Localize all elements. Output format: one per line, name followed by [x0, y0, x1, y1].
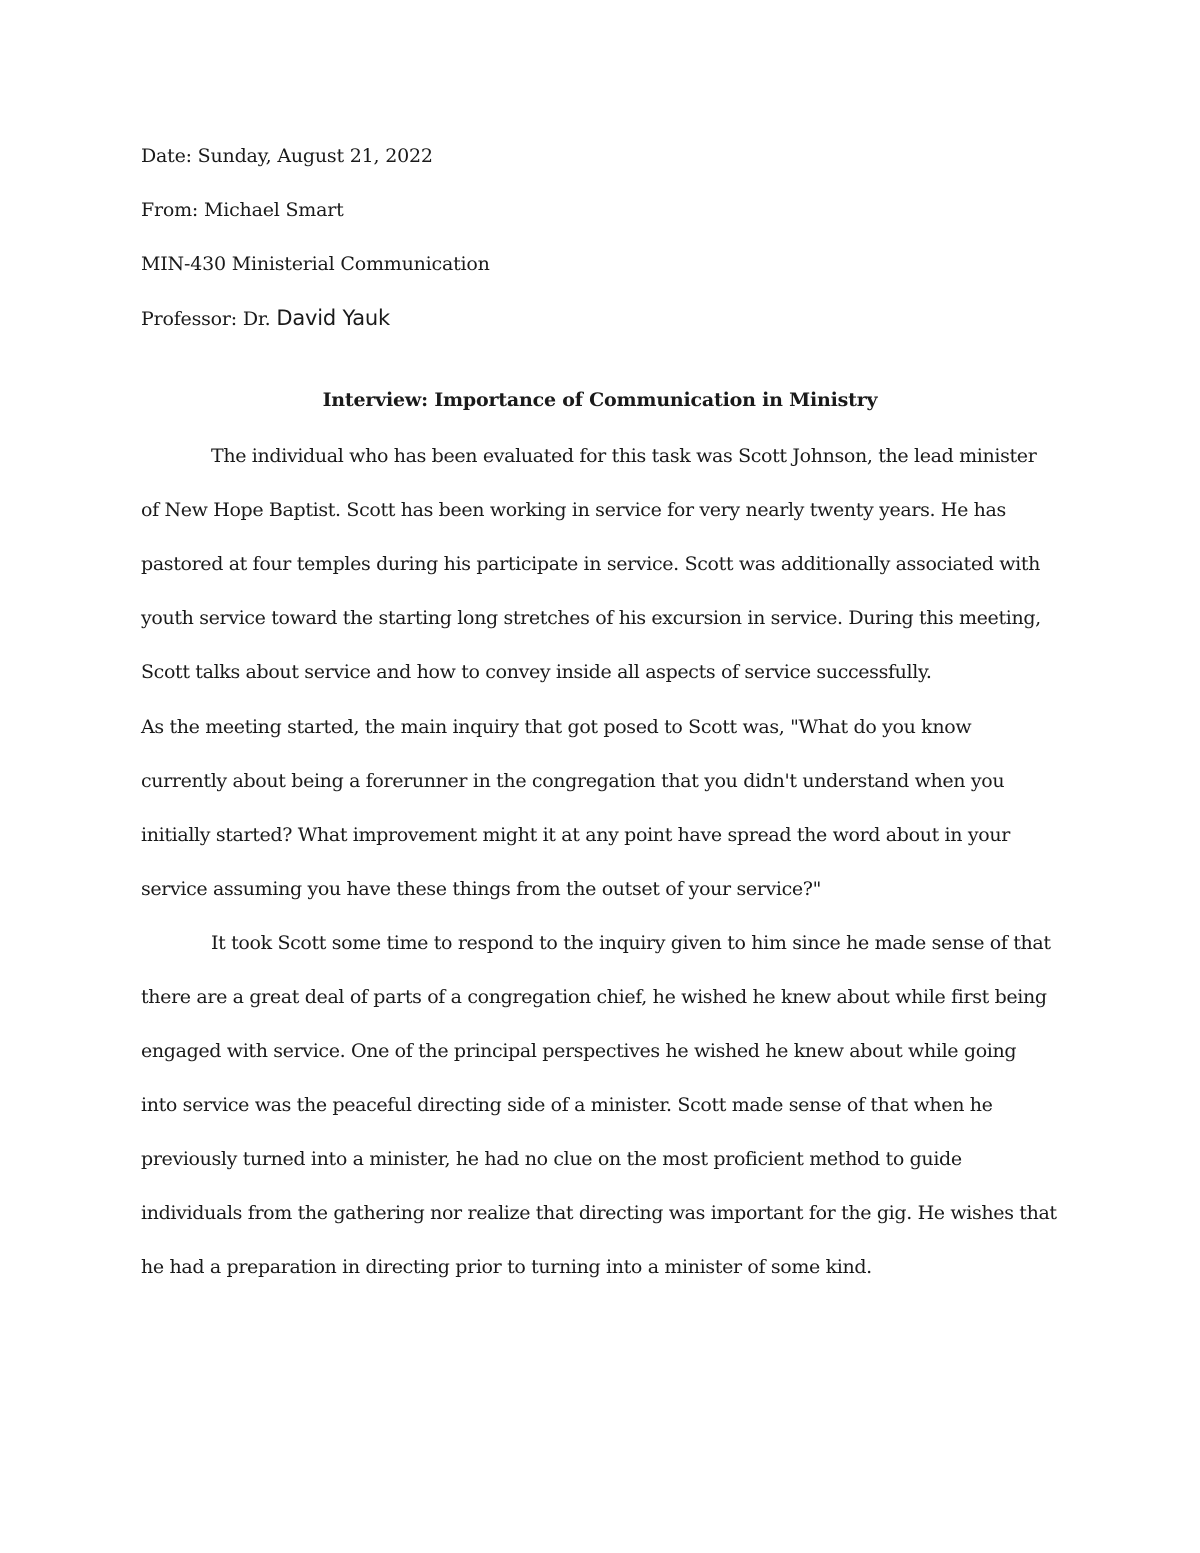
paragraph-line: engaged with service. One of the principal perspectives he wished he knew about while going — [141, 1040, 1017, 1062]
paragraph-line: previously turned into a minister, he had no clue on the most proficient method to guide — [141, 1148, 962, 1170]
paragraph-line: youth service toward the starting long stretches of his excursion in service. During this meeting, — [141, 607, 1041, 629]
document-title: Interview: Importance of Communication in Ministry — [322, 389, 878, 411]
paragraph-line: into service was the peaceful directing side of a minister. Scott made sense of that when he — [141, 1094, 993, 1116]
paragraph-line: he had a preparation in directing prior to turning into a minister of some kind. — [141, 1256, 872, 1278]
paragraph-line: currently about being a forerunner in the congregation that you didn't understand when you — [141, 770, 1005, 792]
professor-name: David Yauk — [276, 306, 390, 330]
paragraph-line: individuals from the gathering nor realize that directing was important for the gig. He wishes that — [141, 1202, 1057, 1224]
course-line: MIN-430 Ministerial Communication — [141, 253, 490, 275]
professor-prefix: Professor: Dr. — [141, 308, 277, 330]
paragraph-line: of New Hope Baptist. Scott has been working in service for very nearly twenty years. He has — [141, 499, 1006, 521]
paragraph-line: service assuming you have these things from the outset of your service?" — [141, 878, 822, 900]
paragraph-line: there are a great deal of parts of a congregation chief, he wished he knew about while first being — [141, 986, 1047, 1008]
date-line: Date: Sunday, August 21, 2022 — [141, 145, 433, 167]
paragraph-line: As the meeting started, the main inquiry that got posed to Scott was, "What do you know — [141, 716, 972, 738]
from-line: From: Michael Smart — [141, 199, 344, 221]
paragraph-line: pastored at four temples during his participate in service. Scott was additionally associated with — [141, 553, 1041, 575]
paragraph-line: initially started? What improvement might it at any point have spread the word about in your — [141, 824, 1010, 846]
paragraph-line: Scott talks about service and how to convey inside all aspects of service successfully. — [141, 661, 932, 683]
professor-line — [141, 306, 390, 330]
paragraph-line: The individual who has been evaluated for this task was Scott Johnson, the lead minister — [211, 445, 1037, 467]
paragraph-line: It took Scott some time to respond to the inquiry given to him since he made sense of that — [211, 932, 1051, 954]
